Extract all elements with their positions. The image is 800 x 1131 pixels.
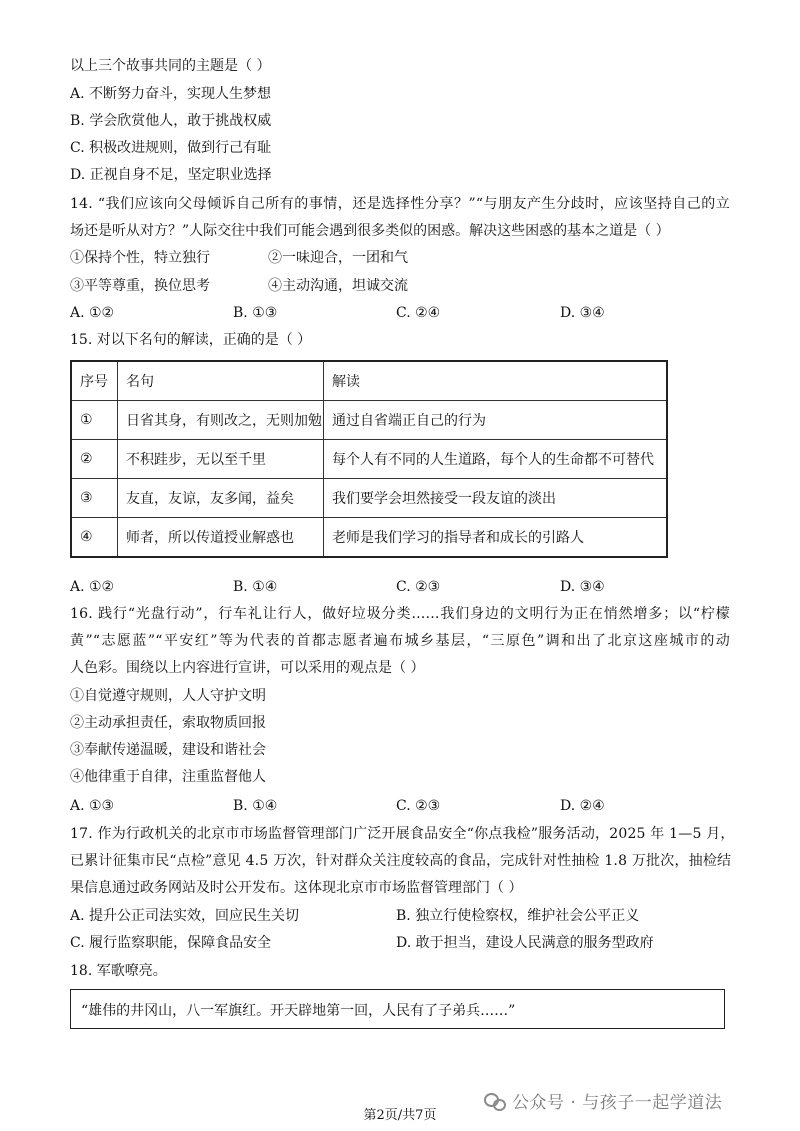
q15-table bbox=[70, 360, 668, 558]
row-quote: 不积跬步，无以至千里 bbox=[118, 440, 324, 479]
row-quote: 友直，友谅，友多闻，益矣 bbox=[118, 479, 324, 518]
table-row bbox=[71, 401, 667, 440]
q14-choice-d: D. ③④ bbox=[560, 305, 605, 321]
row-index: ① bbox=[71, 401, 118, 440]
q15-choice-d: D. ③④ bbox=[560, 579, 605, 595]
q16-choice-d: D. ②④ bbox=[560, 798, 605, 814]
q17-choice-a: A. 提升公正司法实效，回应民生关切 bbox=[70, 908, 300, 924]
q18-stem: 18. 军歌嘹亮。 bbox=[70, 963, 167, 979]
q17-choice-c: C. 履行监察职能，保障食品安全 bbox=[70, 935, 272, 951]
q17-choice-b: B. 独立行使检察权，维护社会公平正义 bbox=[396, 908, 640, 924]
row-interpretation: 我们要学会坦然接受一段友谊的淡出 bbox=[324, 479, 668, 518]
table-row bbox=[71, 518, 667, 558]
header-interpretation: 解读 bbox=[324, 361, 668, 401]
q14-choice-b: B. ①③ bbox=[233, 305, 278, 321]
q17-stem-line3: 果信息通过政务网站及时公开发布。这体现北京市市场监督管理部门（ ） bbox=[70, 880, 523, 896]
row-interpretation: 通过自省端正自己的行为 bbox=[324, 401, 668, 440]
header-index: 序号 bbox=[71, 361, 118, 401]
row-quote: 日省其身，有则改之，无则加勉 bbox=[118, 401, 324, 440]
q17-stem-line2: 已累计征集市民“点检”意见 4.5 万次，针对群众关注度较高的食品，完成针对性抽检 1.8 万批次，抽检结 bbox=[70, 853, 732, 869]
lyrics-quote: “雄伟的井冈山，八一军旗红。开天辟地第一回，人民有了子弟兵……” bbox=[81, 1003, 516, 1019]
q16-stem-line3: 人色彩。围绕以上内容进行宣讲，可以采用的观点是（ ） bbox=[70, 660, 425, 676]
q14-item-2: ②一味迎合，一团和气 bbox=[268, 250, 408, 266]
page-number: 第2页/共7页 bbox=[363, 1108, 437, 1123]
q15-choice-b: B. ①④ bbox=[233, 579, 278, 595]
q13-stem: 以上三个故事共同的主题是（ ） bbox=[70, 58, 271, 74]
q14-choice-c: C. ②④ bbox=[396, 305, 441, 321]
watermark-text: 公众号 · 与孩子一起学道法 bbox=[512, 1093, 723, 1113]
q14-stem-line2: 场还是听从对方？”人际交往中我们可能会遇到很多类似的困惑。解决这些困惑的基本之道是（ ） bbox=[70, 223, 670, 239]
q13-option-a: A. 不断努力奋斗，实现人生梦想 bbox=[70, 86, 272, 102]
q13-option-b: B. 学会欣赏他人，敢于挑战权威 bbox=[70, 113, 272, 129]
row-index: ③ bbox=[71, 479, 118, 518]
row-interpretation: 每个人有不同的人生道路，每个人的生命都不可替代 bbox=[324, 440, 668, 479]
q14-item-4: ④主动沟通，坦诚交流 bbox=[268, 278, 408, 294]
q13-option-d: D. 正视自身不足，坚定职业选择 bbox=[70, 167, 272, 183]
row-index: ② bbox=[71, 440, 118, 479]
q16-item-1: ①自觉遵守规则，人人守护文明 bbox=[70, 688, 266, 704]
q16-choice-b: B. ①④ bbox=[233, 798, 278, 814]
q16-item-2: ②主动承担责任，索取物质回报 bbox=[70, 715, 266, 731]
table-header-row bbox=[71, 361, 667, 401]
q16-choice-c: C. ②③ bbox=[396, 798, 441, 814]
q14-item-1: ①保持个性，特立独行 bbox=[70, 250, 210, 266]
header-quote: 名句 bbox=[118, 361, 324, 401]
q16-item-4: ④他律重于自律，注重监督他人 bbox=[70, 769, 266, 785]
q17-stem-line1: 17. 作为行政机关的北京市市场监督管理部门广泛开展食品安全“你点我检”服务活动，2025 年 1—5 月， bbox=[70, 826, 735, 842]
table-row bbox=[71, 440, 667, 479]
row-index: ④ bbox=[71, 518, 118, 558]
q16-item-3: ③奉献传递温暖，建设和谐社会 bbox=[70, 742, 266, 758]
row-quote: 师者，所以传道授业解惑也 bbox=[118, 518, 324, 558]
q13-option-c: C. 积极改进规则，做到行己有耻 bbox=[70, 140, 272, 156]
q15-stem: 15. 对以下名句的解读，正确的是（ ） bbox=[70, 332, 312, 348]
q14-stem-line1: 14. “我们应该向父母倾诉自己所有的事情，还是选择性分享？”“与朋友产生分歧时，应该坚持自己的立 bbox=[70, 196, 730, 212]
q14-choice-a: A. ①② bbox=[70, 305, 115, 321]
table-row bbox=[71, 479, 667, 518]
q17-choice-d: D. 敢于担当，建设人民满意的服务型政府 bbox=[396, 935, 654, 951]
q16-choice-a: A. ①③ bbox=[70, 798, 115, 814]
row-interpretation: 老师是我们学习的指导者和成长的引路人 bbox=[324, 518, 668, 558]
q15-choice-c: C. ②③ bbox=[396, 579, 441, 595]
q16-stem-line2: 黄”“志愿蓝”“平安红”等为代表的首都志愿者遍布城乡基层，“三原色”调和出了北京这座城市的动 bbox=[70, 633, 730, 649]
q14-item-3: ③平等尊重，换位思考 bbox=[70, 278, 210, 294]
q16-stem-line1: 16. 践行“光盘行动”，行车礼让行人，做好垃圾分类……我们身边的文明行为正在悄然增多；以“柠檬 bbox=[70, 606, 730, 622]
lyrics-box bbox=[70, 989, 725, 1029]
q15-choice-a: A. ①② bbox=[70, 579, 115, 595]
